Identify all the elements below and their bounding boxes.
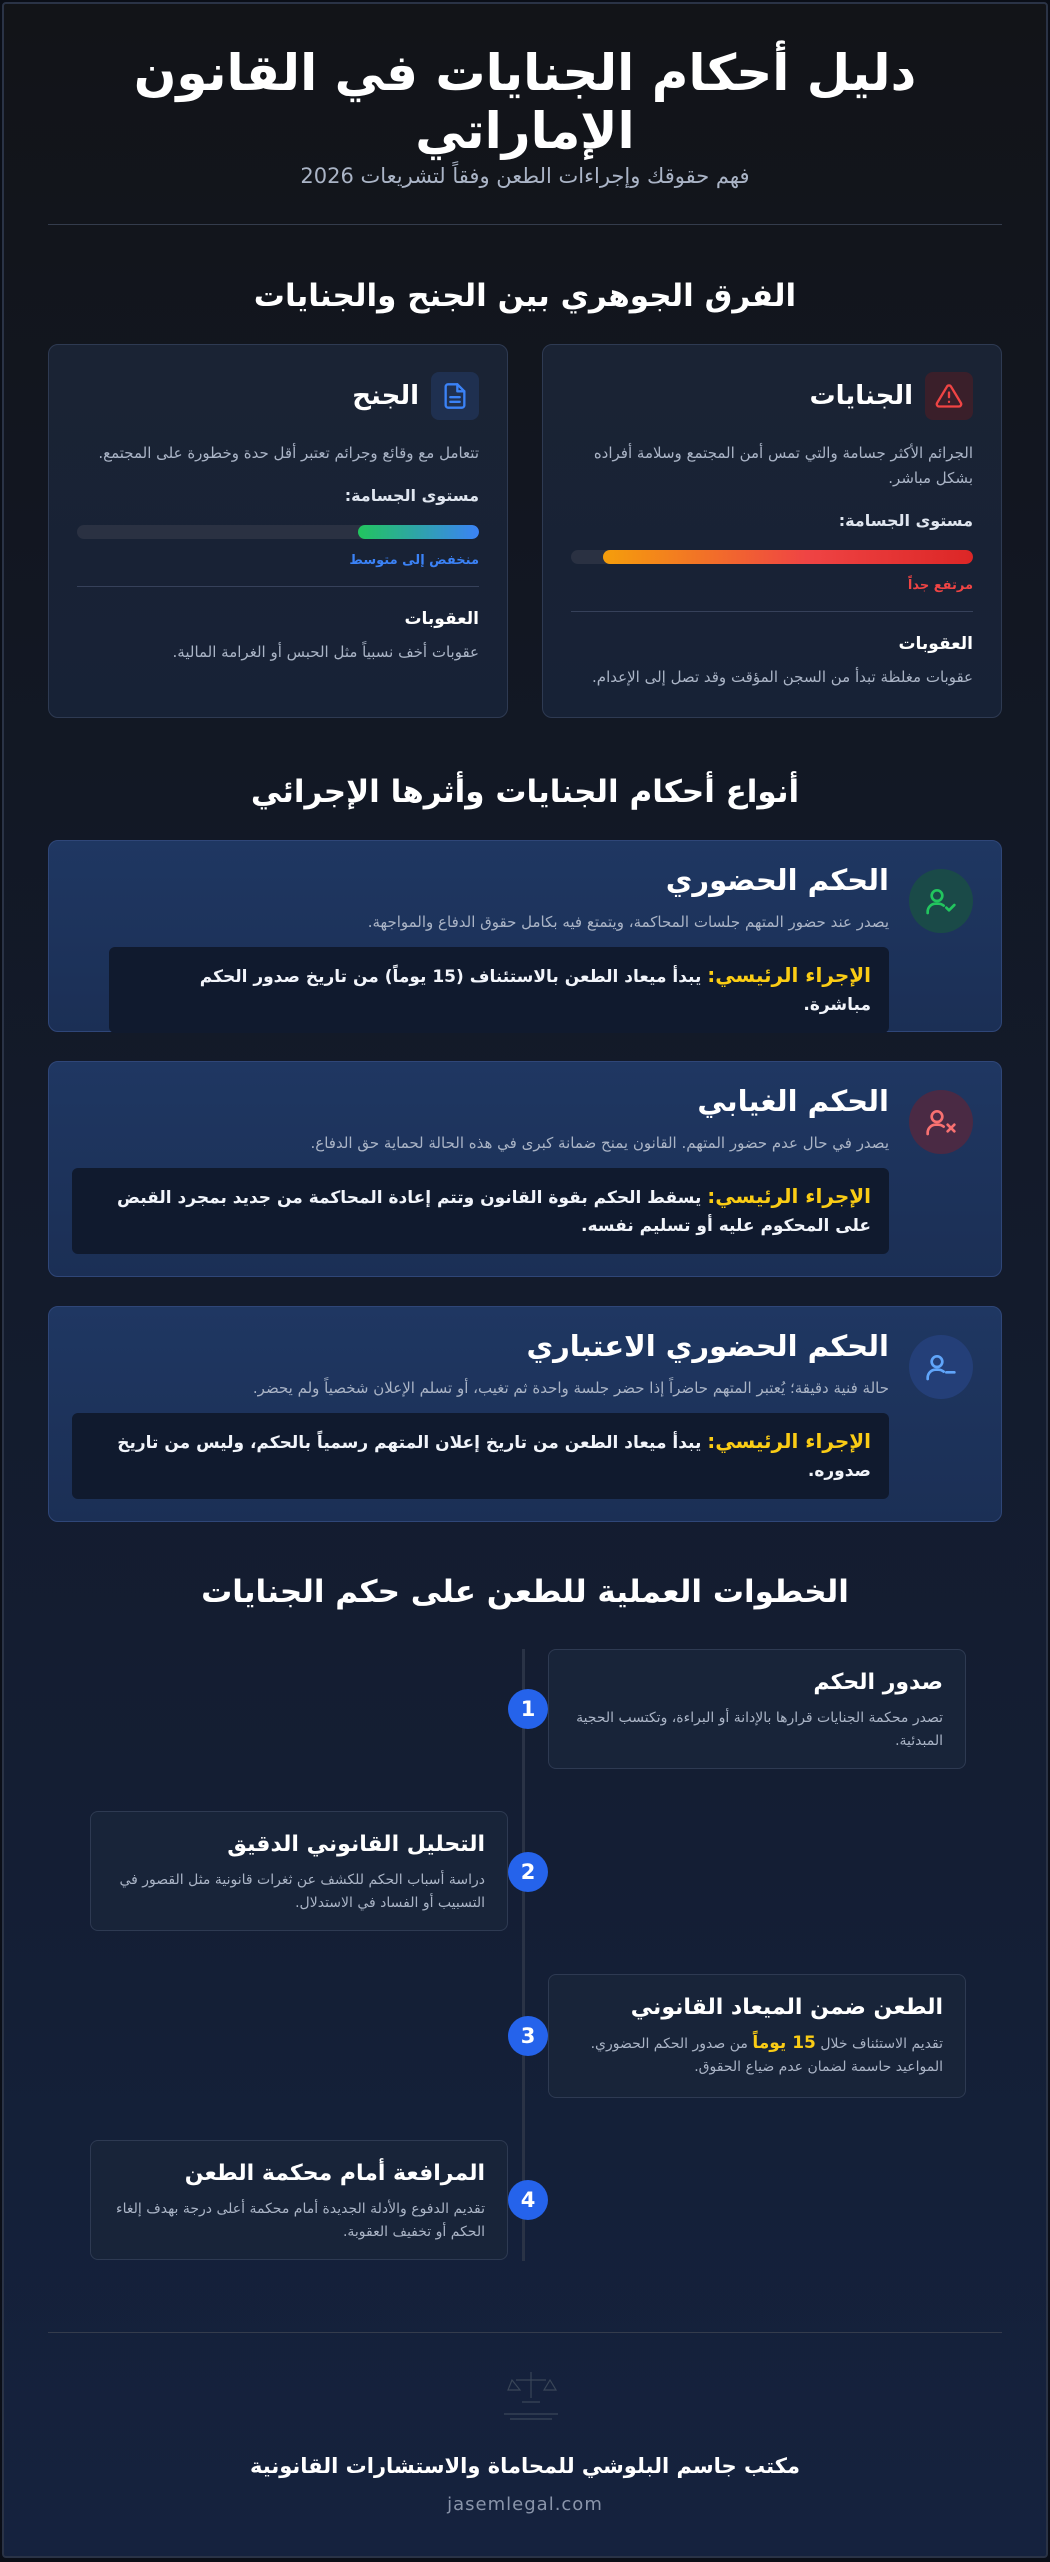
page-subtitle: فهم حقوقك وإجراءات الطعن وفقاً لتشريعات 2026 [300, 164, 750, 188]
step-desc-highlight: 15 يوماً [752, 2033, 816, 2053]
step-desc-after: من صدور الحكم الحضوري. المواعيد حاسمة لضمان عدم ضياع الحقوق. [590, 2036, 943, 2075]
misdemeanors-severity-bar [77, 525, 479, 539]
felonies-title: الجنايات [809, 381, 913, 411]
steps-section-title: الخطوات العملية للطعن على حكم الجنايات [201, 1574, 849, 1610]
felonies-severity-label: مستوى الجسامة: [838, 511, 973, 530]
verdict-title: الحكم الحضوري الاعتباري [526, 1329, 889, 1363]
key-action-text: يبدأ ميعاد الطعن بالاستئناف (15 يوماً) من تاريخ صدور الحكم مباشرة. [199, 967, 871, 1015]
verdict-description: يصدر في حال عدم حضور المتهم. القانون يمنح ضمانة كبرى في هذه الحالة لحماية حق الدفاع. [310, 1134, 889, 1152]
step-title: صدور الحكم [813, 1670, 943, 1695]
key-action-label: الإجراء الرئيسي: [707, 1429, 871, 1453]
step-number-1: 1 [508, 1689, 548, 1729]
verdict-title: الحكم الغيابي [697, 1084, 889, 1118]
misdemeanors-description: تتعامل مع وقائع وجرائم تعتبر أقل حدة وخطورة على المجتمع. [98, 444, 479, 462]
verdict-key-action [72, 1413, 889, 1499]
felonies-severity-bar [571, 550, 973, 564]
felonies-penalties-title: العقوبات [898, 634, 973, 654]
verdict-card-deemed-in-person [48, 1306, 1002, 1522]
user-minus-icon [909, 1335, 973, 1399]
verdict-card-in-absentia [48, 1061, 1002, 1277]
header-divider [48, 224, 1002, 225]
step-description: تصدر محكمة الجنايات قرارها بالإدانة أو البراءة، وتكتسب الحجية المبدئية. [576, 1710, 943, 1749]
step-description: تقديم الدفوع والأدلة الجديدة أمام محكمة أعلى درجة بهدف إلغاء الحكم أو تخفيف العقوبة. [116, 2201, 485, 2240]
felonies-card-header [571, 371, 973, 421]
verdict-key-action [72, 1168, 889, 1254]
verdict-title: الحكم الحضوري [665, 863, 889, 897]
page-title: دليل أحكام الجنايات في القانون الإماراتي [133, 44, 917, 160]
comparison-section-title: الفرق الجوهري بين الجنح والجنايات [253, 278, 797, 314]
step-title: الطعن ضمن الميعاد القانوني [630, 1995, 943, 2020]
misdemeanors-divider [77, 586, 479, 587]
step-card-3 [548, 1974, 966, 2098]
felonies-severity-caption: مرتفع جداً [907, 578, 973, 593]
verdict-description: يصدر عند حضور المتهم جلسات المحاكمة، ويتمتع فيه بكامل حقوق الدفاع والمواجهة. [367, 913, 889, 931]
step-number-3: 3 [508, 2016, 548, 2056]
key-action-text: يبدأ ميعاد الطعن من تاريخ إعلان المتهم رسمياً بالحكم، وليس من تاريخ صدوره. [117, 1433, 871, 1481]
step-card-2 [90, 1811, 508, 1931]
misdemeanors-penalties-title: العقوبات [404, 609, 479, 629]
misdemeanors-title: الجنح [352, 381, 419, 411]
document-icon [431, 372, 479, 420]
felonies-penalties-text: عقوبات مغلظة تبدأ من السجن المؤقت وقد تصل إلى الإعدام. [592, 668, 973, 686]
step-number-4: 4 [508, 2180, 548, 2220]
footer-divider [48, 2332, 1002, 2333]
content-column [48, 4, 1002, 2558]
step-desc-before: تقديم الاستئناف خلال [820, 2036, 943, 2052]
key-action-text: يسقط الحكم بقوة القانون وتتم إعادة المحاكمة من جديد بمجرد القبض على المحكوم عليه أو تسليم نفسه. [117, 1188, 871, 1236]
step-description [571, 2032, 943, 2079]
misdemeanors-card [48, 344, 508, 718]
step-number-2: 2 [508, 1852, 548, 1892]
timeline-line [522, 1649, 525, 2261]
user-x-icon [909, 1090, 973, 1154]
key-action-label: الإجراء الرئيسي: [707, 963, 871, 987]
step-card-4 [90, 2140, 508, 2260]
misdemeanors-severity-label: مستوى الجسامة: [344, 486, 479, 505]
felonies-severity-fill [603, 550, 973, 564]
footer-website-link[interactable]: jasemlegal.com [447, 2494, 603, 2515]
misdemeanors-severity-fill [358, 525, 479, 539]
misdemeanors-severity-caption: منخفض إلى متوسط [349, 553, 479, 568]
verdicts-section-title: أنواع أحكام الجنايات وأثرها الإجرائي [250, 774, 800, 810]
user-check-icon [909, 869, 973, 933]
step-description: دراسة أسباب الحكم للكشف عن ثغرات قانونية مثل القصور في التسبيب أو الفساد في الاستدلال. [119, 1872, 485, 1911]
key-action-label: الإجراء الرئيسي: [707, 1184, 871, 1208]
felonies-card [542, 344, 1002, 718]
footer-office-name: مكتب جاسم البلوشي للمحاماة والاستشارات القانونية [250, 2454, 800, 2478]
felonies-divider [571, 611, 973, 612]
step-card-1 [548, 1649, 966, 1769]
step-title: المرافعة أمام محكمة الطعن [184, 2161, 485, 2186]
verdict-card-in-person [48, 840, 1002, 1032]
infographic-page [2, 2, 1048, 2558]
warning-icon [925, 372, 973, 420]
verdict-description: حالة فنية دقيقة؛ يُعتبر المتهم حاضراً إذا حضر جلسة واحدة ثم تغيب، أو تسلم الإعلان شخصياً ولم يحضر. [252, 1379, 889, 1397]
step-title: التحليل القانوني الدقيق [227, 1832, 485, 1857]
verdict-key-action [109, 947, 889, 1033]
felonies-description: الجرائم الأكثر جسامة والتي تمس أمن المجتمع وسلامة أفراده بشكل مباشر. [593, 444, 973, 487]
misdemeanors-card-header [77, 371, 479, 421]
misdemeanors-penalties-text: عقوبات أخف نسبياً مثل الحبس أو الغرامة المالية. [172, 643, 479, 661]
office-logo-icon [498, 2364, 564, 2424]
